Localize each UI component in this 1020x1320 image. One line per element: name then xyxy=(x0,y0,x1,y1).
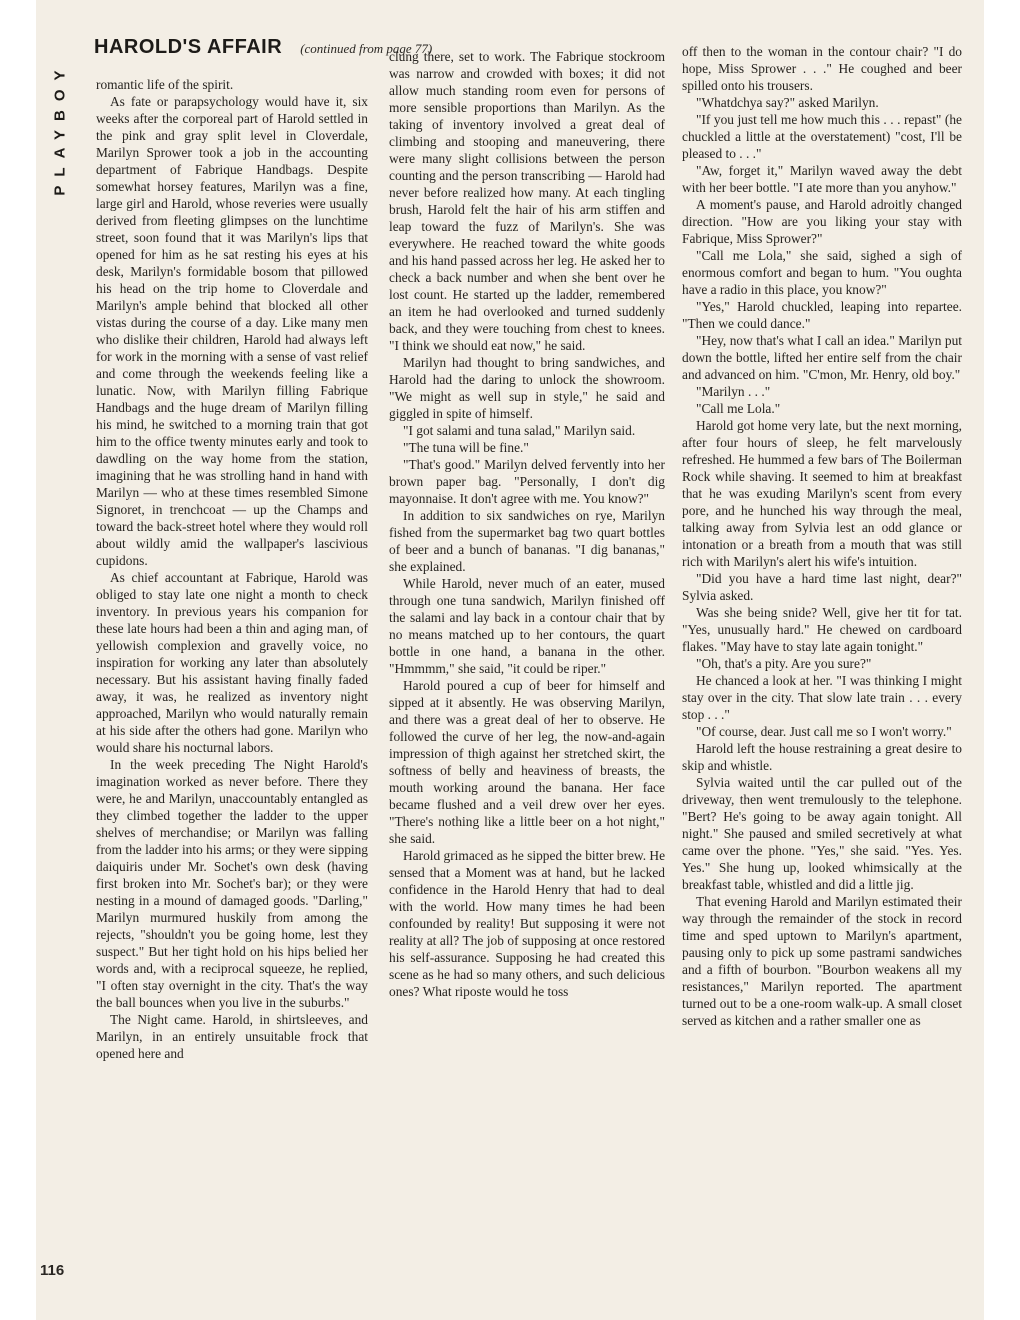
magazine-side-label xyxy=(50,40,72,220)
text-column-2 xyxy=(389,48,665,1284)
paragraph: Harold got home very late, but the next morning, after four hours of sleep, he felt marvelously refreshed. He hummed a few bars of The Boilerman Rock while shaving. It seemed to him at breakfast that he was exuding Marilyn's scent from every pore, and he hunched his way through the meal, talking away from Sylvia lest an odd glance or intonation or a breath from a mouth that was still rich with Marilyn's alert his wife's intuition. xyxy=(682,418,962,569)
paragraph: "Hey, now that's what I call an idea." Marilyn put down the bottle, lifted her entire self from the chair and advanced on him. "C'mon, Mr. Henry, old boy." xyxy=(682,333,962,382)
paragraph: "Call me Lola." xyxy=(696,401,781,416)
paragraph: Marilyn had thought to bring sandwiches, and Harold had the daring to unlock the showroom. "We might as well sup in style," he said and giggled in spite of himself. xyxy=(389,355,665,421)
paragraph: "Call me Lola," she said, sighed a sigh of enormous comfort and began to hum. "You oughta have a radio in this place, you know?" xyxy=(682,248,962,297)
paragraph: "That's good." Marilyn delved fervently into her brown paper bag. "Personally, I don't dig mayonnaise. It don't agree with me. You know?" xyxy=(389,457,665,506)
paragraph: "The tuna will be fine." xyxy=(403,440,529,455)
paragraph: Harold left the house restraining a great desire to skip and whistle. xyxy=(682,741,962,773)
magazine-name: PLAYBOY xyxy=(51,61,69,196)
paragraph: The Night came. Harold, in shirtsleeves, and Marilyn, in an entirely unsuitable frock that opened here and xyxy=(96,1012,368,1061)
paragraph: "Marilyn . . ." xyxy=(696,384,771,399)
text-column-1 xyxy=(96,76,368,1284)
text-column-3 xyxy=(682,43,962,1284)
paragraph: A moment's pause, and Harold adroitly changed direction. "How are you liking your stay with Fabrique, Miss Sprower?" xyxy=(682,197,962,246)
paragraph: off then to the woman in the contour chair? "I do hope, Miss Sprower . . ." He coughed and beer spilled onto his trousers. xyxy=(682,44,962,93)
paragraph: "I got salami and tuna salad," Marilyn said. xyxy=(403,423,636,438)
paragraph: "Oh, that's a pity. Are you sure?" xyxy=(696,656,872,671)
paragraph: Harold poured a cup of beer for himself and sipped at it absently. He was observing Marilyn, and there was a great deal of her to observe. He followed the curve of her leg, the now-and-again impression of thigh against her stretched skirt, the softness of belly and heaviness of breasts, the mouth working around the banana. Her face became flushed and a veil drew over her eyes. "There's nothing like a little beer on a hot night," she said. xyxy=(389,678,665,846)
article-header xyxy=(94,36,432,59)
paragraph: Harold grimaced as he sipped the bitter brew. He sensed that a Moment was at hand, but he lacked confidence in the Harold Henry that had to deal with the world. How many times he had been confounded by reality! But supposing it were not reality at all? The job of supposing at once restored his self-assurance. Supposing he had created this scene as he had so many others, and such delicious ones? What riposte would he toss xyxy=(389,848,665,999)
paragraph: Was she being snide? Well, give her tit for tat. "Yes, unusually hard." He chewed on cardboard flakes. "May have to stay late again tonight." xyxy=(682,605,962,654)
paragraph: "Yes," Harold chuckled, leaping into repartee. "Then we could dance." xyxy=(682,299,962,331)
paragraph: clung there, set to work. The Fabrique stockroom was narrow and crowded with boxes; it did not allow much standing room even for persons of more sensible proportions than Marilyn. As the taking of inventory involved a great deal of climbing and stooping and maneuvering, there were many slight collisions between the person counting and the person transcribing — Harold had never before realized how many. At each tingling brush, Harold felt the hair of his arm stiffen and leap toward the fuzz of Marilyn's. She was everywhere. He reached toward the white goods and his hand passed across her leg. He asked her to check a back number and when she bent over he lost count. He started up the ladder, remembered an item he had overlooked and turned suddenly back, and they were touching from chest to knees. "I think we should eat now," he said. xyxy=(389,49,665,353)
paragraph: He chanced a look at her. "I was thinking I might stay over in the city. That slow late train . . . every stop . . ." xyxy=(682,673,962,722)
paragraph: While Harold, never much of an eater, mused through one tuna sandwich, Marilyn finished off the salami and lay back in a contour chair that by no means matched up to her contours, the quart bottle in one hand, a banana in the other. "Hmmmm," she said, "it could be riper." xyxy=(389,576,665,676)
paragraph: "Did you have a hard time last night, dear?" Sylvia asked. xyxy=(682,571,962,603)
continued-note: (continued from page 77) xyxy=(300,41,433,56)
page-number: 116 xyxy=(40,1262,65,1279)
paragraph: As fate or parapsychology would have it, six weeks after the corporeal part of Harold settled in the pink and gray split level in Cloverdale, Marilyn Sprower took a job in the accounting department of Fabrique Handbags. Despite somewhat horsey features, Marilyn was a fine, large girl and Harold, whose reveries were usually derived from fleeting glimpses on the lunchtime street, soon found that it was Marilyn's lips that opened for him as he sat resting his eyes at his desk, Marilyn's formidable bosom that pillowed his head on the trip home to Cloverdale and Marilyn's ample behind that blocked all other vistas during the course of a day. Like many men who dislike their children, Harold had always left for work in the morning with a sense of vast relief and come through the weekends feeling like a lunatic. Now, with Marilyn filling Fabrique Handbags and the huge dream of Marilyn filling his mind, he switched to a morning train that got him to the office twenty minutes early and took to dawdling on the way home from the station, imagining that he was strolling hand in hand with Marilyn — who at these times resembled Simone Signoret, in trenchcoat — up the Champs and toward the back-street hotel where they would roll about wildly amid the wallpaper's lascivious cupidons. xyxy=(96,94,368,568)
paragraph: "If you just tell me how much this . . . repast" (he chuckled a little at the overstatement) "cost, I'll be pleased to . . ." xyxy=(682,112,962,161)
paragraph: Sylvia waited until the car pulled out of the driveway, then went tremulously to the telephone. "Bert? He's going to be away again tonight. All night." She paused and smiled secretively at what came over the phone. "Yes," she said. "Yes. Yes. Yes." She hung up, looked whimsically at the breakfast table, whistled and did a little jig. xyxy=(682,775,962,892)
paragraph: In addition to six sandwiches on rye, Marilyn fished from the supermarket bag two quart bottles of beer and a bunch of bananas. "I dig bananas," she explained. xyxy=(389,508,665,574)
paragraph: As chief accountant at Fabrique, Harold was obliged to stay late one night a month to check inventory. In previous years his companion for these late hours had been a thin and aging man, of yellowish complexion and gravelly voice, no inspiration for working any later than absolutely necessary. But his assistant having finally faded away, it was, he realized as inventory night approached, Marilyn who would naturally remain at his side after the others had gone. Marilyn who would share his nocturnal labors. xyxy=(96,570,368,755)
article-title: HAROLD'S AFFAIR xyxy=(94,36,283,58)
paragraph: In the week preceding The Night Harold's imagination worked as never before. There they were, he and Marilyn, unaccountably entangled as they climbed together the ladder to the upper shelves of merchandise; or Marilyn was falling from the ladder into his arms; or they were sipping daiquiris under Mr. Sochet's own desk (having first broken into Mr. Sochet's bar); or they were nesting in a mound of damaged goods. "Darling," Marilyn murmured huskily from among the rejects, "shouldn't you be going home, lest they suspect." But her tight hold on his hips belied her words and, with a reciprocal squeeze, he replied, "I often stay overnight in the city. That's the way the ball bounces when you live in the suburbs." xyxy=(96,757,368,1010)
paragraph: "Whatdchya say?" asked Marilyn. xyxy=(696,95,879,110)
magazine-page xyxy=(36,0,984,1320)
paragraph: romantic life of the spirit. xyxy=(96,77,234,92)
paragraph: That evening Harold and Marilyn estimated their way through the remainder of the stock in record time and sped uptown to Marilyn's apartment, pausing only to pick up some pastrami sandwiches and a fifth of bourbon. "Bourbon weakens all my resistances," Marilyn reported. The apartment turned out to be a one-room walk-up. A small closet served as kitchen and a rather smaller one as xyxy=(682,894,962,1028)
paragraph: "Of course, dear. Just call me so I won't worry." xyxy=(696,724,952,739)
paragraph: "Aw, forget it," Marilyn waved away the debt with her beer bottle. "I ate more than you anyhow." xyxy=(682,163,962,195)
